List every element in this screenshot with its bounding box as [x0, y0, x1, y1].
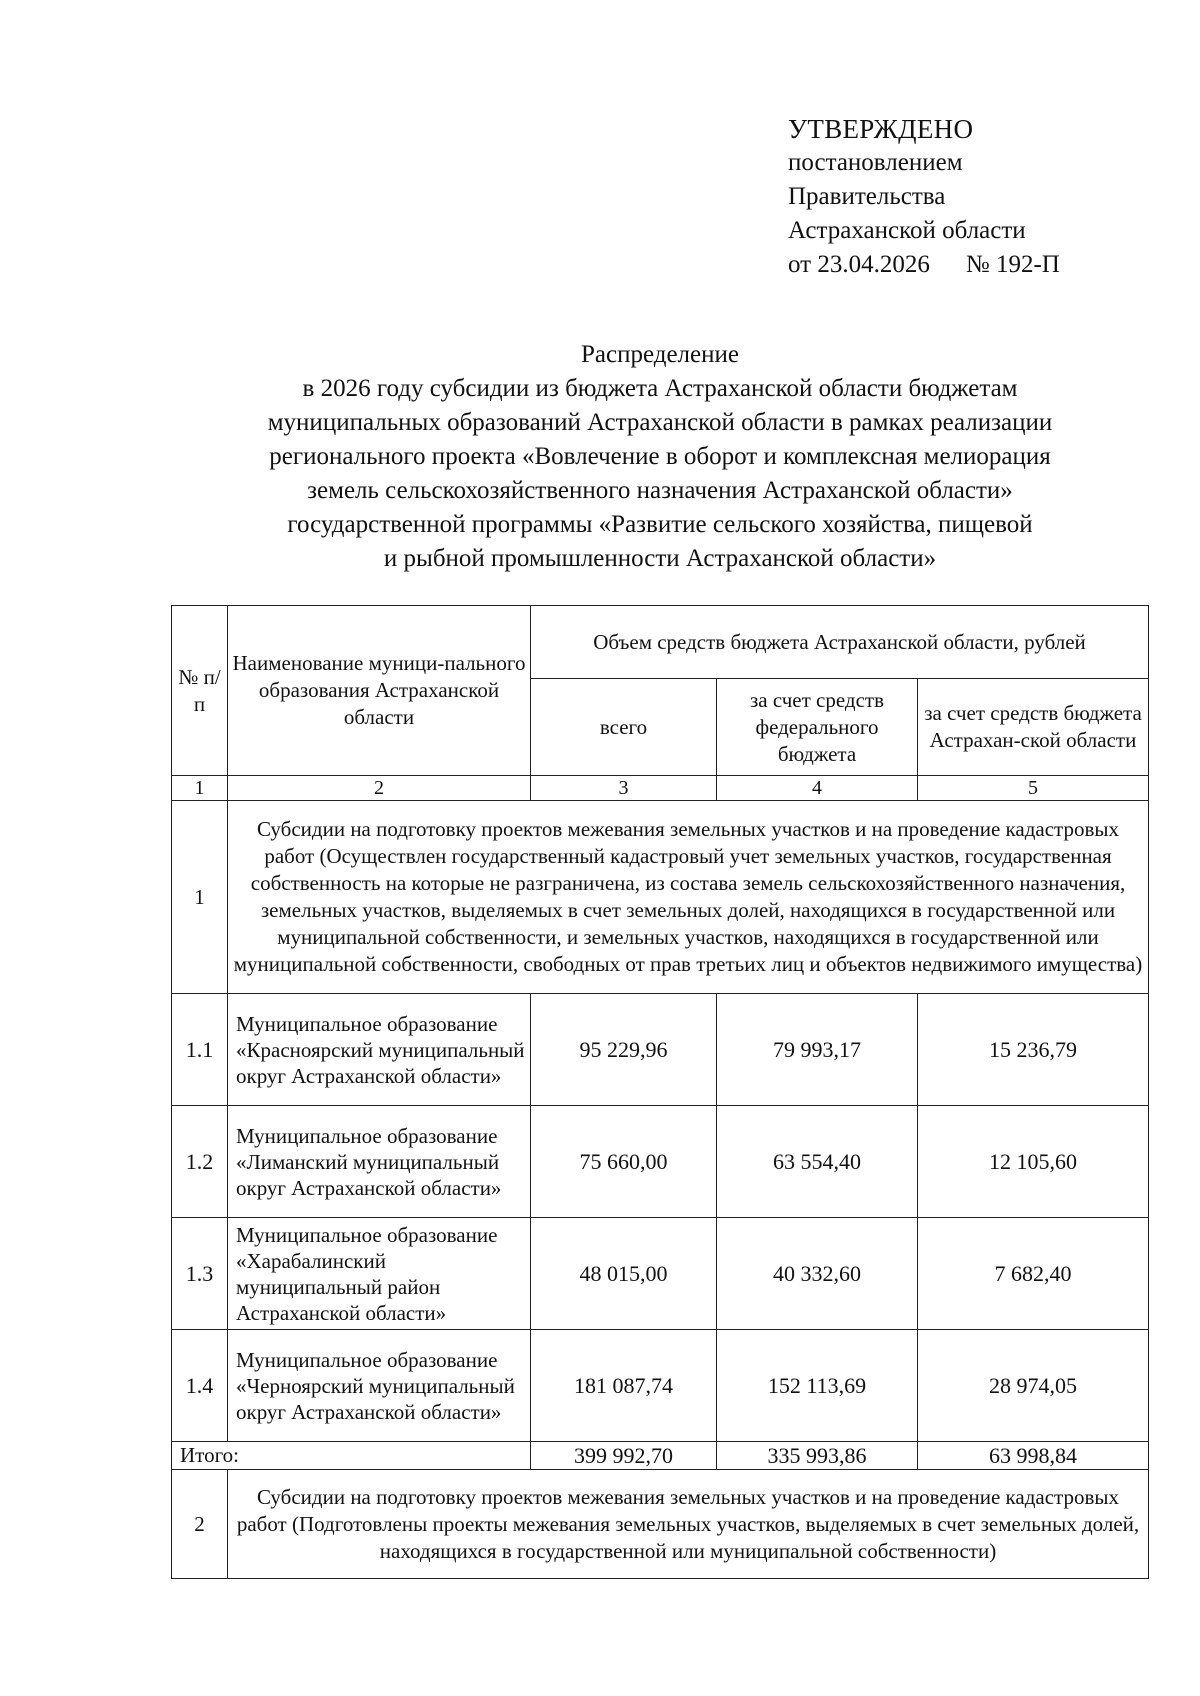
approval-number: № 192-П: [965, 251, 1060, 278]
heading-line-6: государственной программы «Развитие сельского хозяйства, пищевой: [287, 511, 1033, 538]
section-2-num: 2: [172, 1470, 228, 1579]
header-volume: Объем средств бюджета Астраханской области, рублей: [531, 606, 1149, 679]
row-federal: 79 993,17: [717, 994, 918, 1106]
section-1-row: [172, 801, 1149, 994]
header-regional: за счет средств бюджета Астрахан-ской области: [918, 679, 1149, 776]
table-row: [172, 994, 1149, 1106]
row-name: Муниципальное образование «Красноярский муниципальный округ Астраханской области»: [228, 994, 531, 1106]
document-heading: [150, 338, 1170, 576]
approval-date-line: [788, 248, 1060, 282]
section-1-num: 1: [172, 801, 228, 994]
approval-line-4: Астраханской области: [788, 217, 1026, 244]
heading-line-5: земель сельскохозяйственного назначения Астраханской области»: [307, 477, 1013, 504]
row-regional: 15 236,79: [918, 994, 1149, 1106]
table-row: [172, 1218, 1149, 1330]
table-row: [172, 1106, 1149, 1218]
heading-line-1: Распределение: [581, 341, 739, 368]
col-number: 3: [531, 776, 717, 801]
table-row: [172, 1330, 1149, 1442]
row-regional: 28 974,05: [918, 1330, 1149, 1442]
approval-title: УТВЕРЖДЕНО: [788, 114, 974, 144]
row-name: Муниципальное образование «Харабалинский муниципальный район Астраханской области»: [228, 1218, 531, 1330]
section-2-text: Субсидии на подготовку проектов межевания земельных участков и на проведение кадастровых работ (Подготовлены проекты межевания земельных участков, выделяемых в счет земельных долей, находящихся в государственной или муниципальной собственности): [228, 1470, 1149, 1579]
heading-line-3: муниципальных образований Астраханской области в рамках реализации: [267, 409, 1053, 436]
row-name: Муниципальное образование «Черноярский муниципальный округ Астраханской области»: [228, 1330, 531, 1442]
col-number: 4: [717, 776, 918, 801]
total-row: [172, 1442, 1149, 1470]
header-total: всего: [531, 679, 717, 776]
col-number: 2: [228, 776, 531, 801]
row-total: 75 660,00: [531, 1106, 717, 1218]
approval-line-3: Правительства: [788, 183, 946, 210]
row-federal: 63 554,40: [717, 1106, 918, 1218]
row-num: 1.1: [172, 994, 228, 1106]
date-prefix: от: [788, 251, 812, 278]
total-sum: 399 992,70: [531, 1442, 717, 1470]
header-federal: за счет средств федерального бюджета: [717, 679, 918, 776]
total-regional: 63 998,84: [918, 1442, 1149, 1470]
approval-line-2: постановлением: [788, 149, 963, 176]
row-regional: 7 682,40: [918, 1218, 1149, 1330]
header-num: № п/п: [172, 606, 228, 776]
row-federal: 40 332,60: [717, 1218, 918, 1330]
row-num: 1.2: [172, 1106, 228, 1218]
section-2-row: [172, 1470, 1149, 1579]
column-number-row: [172, 776, 1149, 801]
header-name: Наименование муници-пального образования Астраханской области: [228, 606, 531, 776]
row-num: 1.3: [172, 1218, 228, 1330]
approval-stamp: [788, 112, 1060, 282]
subsidy-table: [171, 605, 1149, 1579]
heading-line-7: и рыбной промышленности Астраханской области»: [383, 545, 937, 572]
total-label: Итого:: [172, 1442, 531, 1470]
row-total: 181 087,74: [531, 1330, 717, 1442]
header-row: [172, 606, 1149, 679]
section-1-text: Субсидии на подготовку проектов межевания земельных участков и на проведение кадастровых работ (Осуществлен государственный кадастровый учет земельных участков, государственная собственность на которые не разграничена, из состава земель сельскохозяйственного назначения, земельных участков, выделяемых в счет земельных долей, находящихся в государственной или муниципальной собственности, и земельных участков, находящихся в государственной или муниципальной собственности, свободных от прав третьих лиц и объектов недвижимого имущества): [228, 801, 1149, 994]
approval-date: 23.04.2026: [817, 251, 930, 278]
row-total: 48 015,00: [531, 1218, 717, 1330]
row-total: 95 229,96: [531, 994, 717, 1106]
row-num: 1.4: [172, 1330, 228, 1442]
heading-line-2: в 2026 году субсидии из бюджета Астраханской области бюджетам: [302, 375, 1018, 402]
total-federal: 335 993,86: [717, 1442, 918, 1470]
col-number: 1: [172, 776, 228, 801]
row-federal: 152 113,69: [717, 1330, 918, 1442]
row-regional: 12 105,60: [918, 1106, 1149, 1218]
heading-line-4: регионального проекта «Вовлечение в оборот и комплексная мелиорация: [269, 443, 1051, 470]
row-name: Муниципальное образование «Лиманский муниципальный округ Астраханской области»: [228, 1106, 531, 1218]
col-number: 5: [918, 776, 1149, 801]
